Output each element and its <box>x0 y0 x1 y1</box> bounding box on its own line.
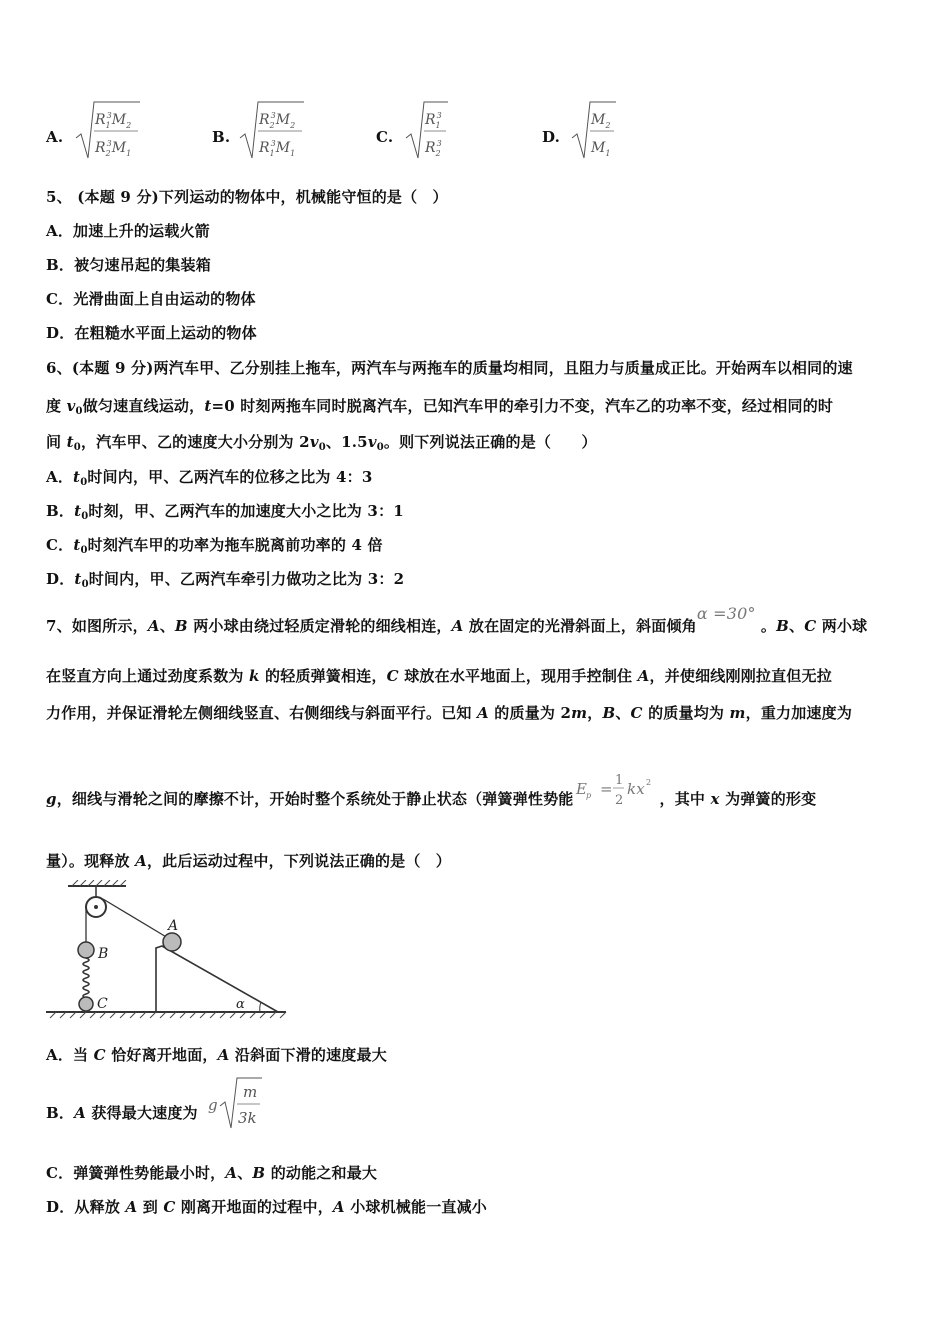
q4-option-d-formula <box>570 100 622 162</box>
svg-text:R13: $R_13$ <box>425 111 442 130</box>
label-b: B <box>98 946 109 962</box>
svg-text:2: 2 <box>645 778 651 787</box>
q6-stem-line2: 度 $v_0$做匀速直线运动，t=0 时刻两拖车同时脱离汽车，已知汽车甲的牵引力不变，汽车乙的功率不变，经过相同的时 <box>46 397 834 417</box>
svg-text:2: 2 <box>614 793 623 808</box>
q6-option-d: D．$t_0$时间内，甲、乙两汽车牵引力做功之比为 3：2 <box>46 570 405 590</box>
q7-stem-line3: 力作用，并保证滑轮左侧细线竖直、右侧细线与斜面平行。已知 A 的质量为 2m，B、C 的质量均为 m，重力加速度为 <box>46 704 853 722</box>
q4-option-a-letter: A. <box>46 128 64 146</box>
q4-option-b-letter: B. <box>212 128 231 146</box>
alpha-equation: α =30° <box>696 604 756 623</box>
elastic-energy-formula <box>574 773 660 808</box>
q5-stem: 5、 (本题 9 分)下列运动的物体中，机械能守恒的是（ ） <box>46 188 448 206</box>
q6-option-b: B．$t_0$时刻，甲、乙两汽车的加速度大小之比为 3：1 <box>46 502 404 522</box>
ball-b <box>78 942 94 958</box>
label-a: A <box>168 918 179 934</box>
q6-option-a: A．$t_0$时间内，甲、乙两汽车的位移之比为 4：3 <box>46 468 373 488</box>
q4-option-a-formula <box>74 100 154 162</box>
svg-text:m: m <box>243 1083 258 1101</box>
q7-option-b-formula <box>206 1076 266 1132</box>
q7-figure <box>46 880 296 1024</box>
svg-text:=: = <box>599 780 613 798</box>
q7-stem-line1: 7、如图所示，A、B 两小球由绕过轻质定滑轮的细线相连，A 放在固定的光滑斜面上，斜面倾角α =30°。B、C 两小球 <box>46 604 868 635</box>
q4-option-c-formula <box>404 100 454 162</box>
svg-text:p: p <box>585 791 591 800</box>
svg-text:3k: 3k <box>238 1109 257 1127</box>
svg-text:kx: kx <box>626 780 645 798</box>
q5-option-c: C．光滑曲面上自由运动的物体 <box>46 290 256 308</box>
q7-option-d: D．从释放 A 到 C 刚离开地面的过程中，A 小球机械能一直减小 <box>46 1198 487 1216</box>
q5-option-d: D．在粗糙水平面上运动的物体 <box>46 324 257 342</box>
q7-option-a: A．当 C 恰好离开地面，A 沿斜面下滑的速度最大 <box>46 1046 387 1064</box>
incline <box>156 946 278 1012</box>
svg-text:M1: $M_1$ <box>591 140 611 158</box>
q6-stem-line3: 间 $t_0$，汽车甲、乙的速度大小分别为 $2v_0$、$1.5v_0$。则下列说法正确的是（ ） <box>46 433 597 453</box>
q7-stem-line5: 量）。现释放 A，此后运动过程中，下列说法正确的是（ ） <box>46 852 451 870</box>
q7-option-c: C．弹簧弹性势能最小时，A、B 的动能之和最大 <box>46 1164 378 1182</box>
svg-text:R13M2: $R_13M_2$ <box>95 111 132 130</box>
svg-text:R13M1: $R_13M_1$ <box>259 139 296 158</box>
q5-option-b: B．被匀速吊起的集装箱 <box>46 256 211 274</box>
label-c: C <box>97 996 108 1012</box>
angle-arc <box>260 1002 261 1012</box>
svg-text:1: 1 <box>614 773 623 788</box>
q6-stem-line1: 6、(本题 9 分)两汽车甲、乙分别挂上拖车，两汽车与两拖车的质量均相同，且阻力与质量成正比。开始两车以相同的速 <box>46 359 853 377</box>
q5-option-a: A．加速上升的运载火箭 <box>46 222 210 240</box>
svg-text:M2: $M_2$ <box>591 112 611 130</box>
q7-option-b: B．A 获得最大速度为 <box>46 1104 198 1122</box>
q7-stem-line2: 在竖直方向上通过劲度系数为 k 的轻质弹簧相连，C 球放在水平地面上，现用手控制住 A，并使细线刚刚拉直但无拉 <box>46 667 832 685</box>
q4-option-d-letter: D. <box>542 128 561 146</box>
q7-stem-line4: g，细线与滑轮之间的摩擦不计，开始时整个系统处于静止状态（弹簧弹性势能 E p = 1 2 kx 2 ，其中 x 为弹簧的形变 <box>46 773 817 808</box>
svg-text:g: g <box>208 1096 218 1114</box>
svg-text:R23: $R_23$ <box>425 139 442 158</box>
q4-option-c-letter: C. <box>376 128 394 146</box>
svg-text:E: E <box>575 780 587 798</box>
label-alpha: α <box>236 997 245 1012</box>
ball-c <box>79 997 93 1011</box>
svg-text:R23M2: $R_23M_2$ <box>259 111 296 130</box>
ball-a <box>163 933 181 951</box>
string-right <box>103 899 168 938</box>
q4-option-b-formula <box>238 100 318 162</box>
pulley-axle <box>94 905 98 909</box>
q6-option-c: C．$t_0$时刻汽车甲的功率为拖车脱离前功率的 4 倍 <box>46 536 383 556</box>
svg-text:R23M1: $R_23M_1$ <box>95 139 132 158</box>
